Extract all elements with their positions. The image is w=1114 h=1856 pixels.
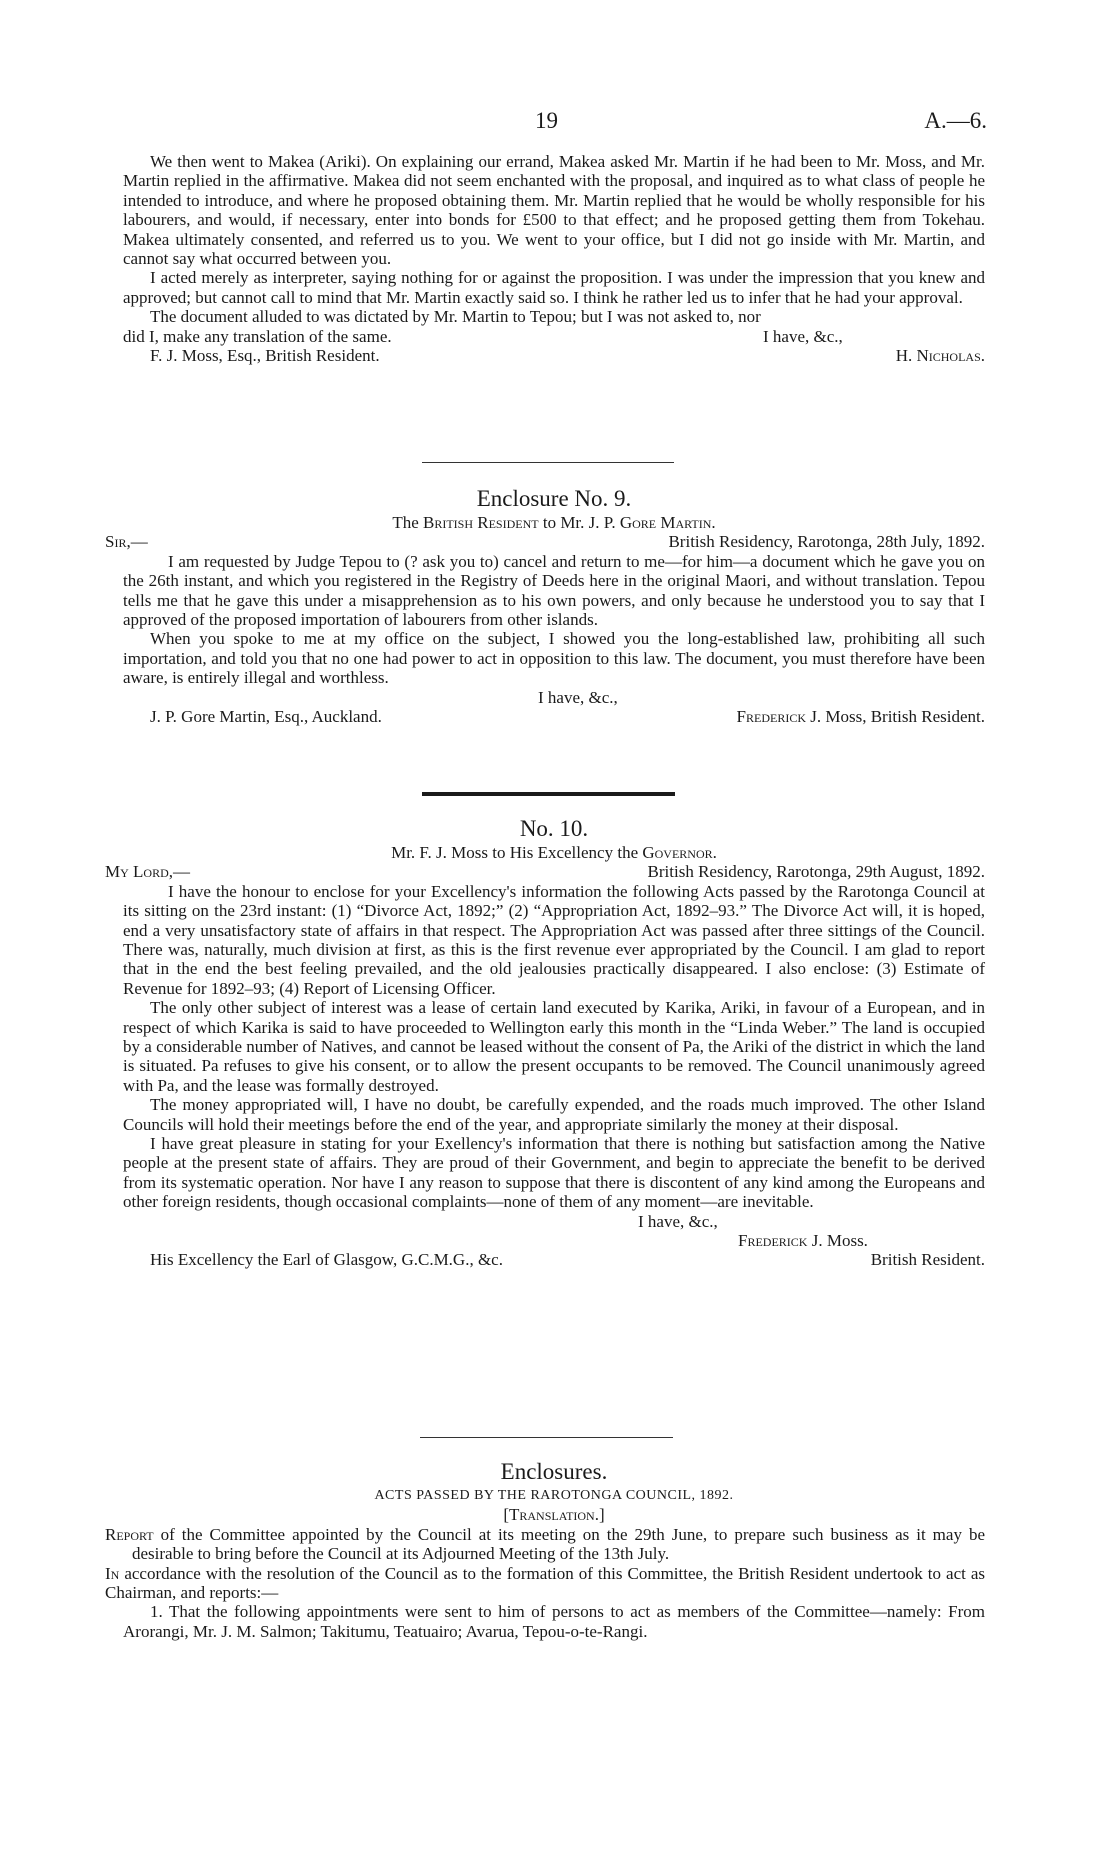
salutation: My Lord,— xyxy=(105,862,191,882)
salutation-line xyxy=(105,862,985,882)
signature: H. Nicholas. xyxy=(895,346,985,366)
salutation-line xyxy=(105,532,985,552)
accordance-lead: In xyxy=(105,1563,120,1583)
paragraph: I acted merely as interpreter, saying nothing for or against the proposition. I was under the impression that you knew and approved; but cannot call to mind that Mr. Martin exactly said so. I think he rather led us to infer that he had your approval. xyxy=(123,268,985,307)
paragraph: When you spoke to me at my office on the subject, I showed you the long-established law, prohibiting all such importation, and told you that no one had power to act in opposition to this law. The document, you must therefore have been aware, is entirely illegal and worthless. xyxy=(123,629,985,688)
document-reference: A.—6. xyxy=(924,108,987,133)
page-header xyxy=(0,108,1114,141)
paragraph: The only other subject of interest was a lease of certain land executed by Karika, Ariki, in favour of a European, and in respect of which Karika is said to have proceeded to Wellington early this month in the “Linda Weber.” The land is occupied by a considerable number of Natives, and cannot be leased without the consent of Pa, the Ariki of the district in which the land is situated. Pa refuses to give his consent, or to allow the present occupants to be removed. The Council unanimously agreed with Pa, and the lease was formally destroyed. xyxy=(123,998,985,1095)
section-subheading xyxy=(123,843,985,862)
section-divider-thick xyxy=(422,792,675,796)
paragraph: I am requested by Judge Tepou to (? ask you to) cancel and return to me—for him—a document which he gave you on the 26th instant, and which you registered in the Registry of Deeds here in the original Maori, and without translation. Tepou tells me that he gave this under a misapprehension as to his own powers, and only because he understood you to say that I approved of the proposed importation of labourers from other islands. xyxy=(123,551,985,630)
enclosures xyxy=(105,1458,986,1641)
addressee: His Excellency the Earl of Glasgow, G.C.M.G., &c. xyxy=(150,1250,503,1270)
section-heading: Enclosure No. 9. xyxy=(476,486,632,511)
report-lead: Report xyxy=(105,1524,154,1544)
subheading-from: British Resident xyxy=(423,513,539,532)
paragraph: The document alluded to was dictated by Mr. Martin to Tepou; but I was not asked to, nor xyxy=(150,307,761,327)
subheading-to: to Mr. J. P. xyxy=(542,513,616,532)
signature xyxy=(737,707,985,726)
addressee: F. J. Moss, Esq., British Resident. xyxy=(150,346,380,366)
signature-line xyxy=(123,1231,985,1250)
signature-title: British Resident. xyxy=(870,1250,985,1270)
signature-name: Frederick xyxy=(736,707,806,727)
place-date: British Residency, Rarotonga, 29th August, 1892. xyxy=(647,862,985,882)
numbered-item: 1. That the following appointments were sent to him of persons to act as members of the Committee—namely: From Arorangi, Mr. J. M. Salmon; Takitumu, Teatuairo; Avarua, Tepou-o-te-Rangi. xyxy=(123,1602,985,1641)
closing: I have, &c., xyxy=(763,326,843,346)
paragraph-end: did I, make any translation of the same. xyxy=(123,326,392,346)
subheading-prefix: Mr. F. J. Moss to His Excellency the xyxy=(391,843,639,862)
letter-no-10 xyxy=(105,815,985,1270)
section-heading: No. 10. xyxy=(519,816,589,841)
line-with-closing xyxy=(123,327,985,346)
enclosure-9 xyxy=(105,485,985,727)
signature-line xyxy=(123,707,985,726)
acts-title: ACTS PASSED BY THE RAROTONGA COUNCIL, 1892. xyxy=(374,1488,734,1503)
page-number: 19 xyxy=(535,108,558,133)
addressee-line xyxy=(123,1250,985,1269)
signature-rest: J. Moss. xyxy=(811,1231,868,1251)
salutation: Sir,— xyxy=(105,532,148,552)
accordance-text: accordance with the resolution of the Council as to the formation of this Committee, the British Resident undertook to act as Chairman, and reports:— xyxy=(105,1563,986,1603)
paragraph: The money appropriated will, I have no doubt, be carefully expended, and the roads much improved. The other Island Councils will hold their meetings before the end of the year, and appropriate similarly the money at their disposal. xyxy=(123,1095,985,1134)
section-subheading xyxy=(123,513,985,532)
closing-line xyxy=(123,1212,985,1231)
subheading-prefix: The xyxy=(392,513,419,532)
signature xyxy=(738,1231,868,1250)
signature-rest: J. Moss, British Resident. xyxy=(810,707,985,727)
addressee: J. P. Gore Martin, Esq., Auckland. xyxy=(150,707,382,727)
subheading-to: Governor. xyxy=(642,843,717,862)
paragraph: I have great pleasure in stating for your Exellency's information that there is nothing but satisfaction among the Native people at the present state of affairs. They are proud of their Government, and begin to appreciate the benefit to be derived from its systematic operation. Nor have I any reason to suppose that there is discontent of any kind among the Europeans and other foreign residents, though occasional complaints—none of them of any moment—are inevitable. xyxy=(123,1134,985,1212)
section-divider xyxy=(420,1437,673,1438)
signature-line xyxy=(123,346,985,365)
closing: I have, &c., xyxy=(538,687,618,707)
paragraph: We then went to Makea (Ariki). On explaining our errand, Makea asked Mr. Martin if he had been to Mr. Moss, and Mr. Martin replied in the affirmative. Makea did not seem enchanted with the proposal, and inquired as to what class of people he intended to introduce, and where he proposed obtaining them. Mr. Martin replied that he would be wholly responsible for his labourers, and would, if necessary, enter into bonds for £500 to that effect; and he proposed getting them from Tokehau. Makea ultimately consented, and referred us to you. We went to your office, but I did not go inside with Mr. Martin, and cannot say what occurred between you. xyxy=(123,152,985,269)
place-date: British Residency, Rarotonga, 28th July, 1892. xyxy=(668,532,985,552)
closing: I have, &c., xyxy=(638,1211,718,1231)
signature-name: Frederick xyxy=(738,1231,808,1251)
accordance-paragraph xyxy=(105,1564,985,1603)
paragraph: I have the honour to enclose for your Excellency's information the following Acts passed by the Rarotonga Council at its sitting on the 23rd instant: (1) “Divorce Act, 1892;” (2) “Appropriation Act, 1892–93.” The Divorce Act will, it is hoped, end a very unsatisfactory state of affairs in that respect. The Appropriation Act was passed after three sittings of the Council. There was, naturally, much division at first, as this is the first revenue ever appropriated by the Council. I am glad to report that in the end the best feeling prevailed, and the old jealousies practically disappeared. I also enclose: (3) Estimate of Revenue for 1892–93; (4) Report of Licensing Officer. xyxy=(123,881,985,998)
section-divider xyxy=(422,462,674,463)
report-paragraph xyxy=(105,1525,985,1564)
subheading-name: Gore Martin. xyxy=(619,513,716,532)
closing-line xyxy=(123,688,985,707)
section-heading: Enclosures. xyxy=(500,1459,608,1484)
report-text: of the Committee appointed by the Council at its meeting on the 29th June, to prepare such business as it may be desirable to bring before the Council at its Adjourned Meeting of the 13th July. xyxy=(132,1524,985,1564)
translation-label: [Translation.] xyxy=(503,1505,605,1525)
letter-continuation xyxy=(123,152,985,365)
